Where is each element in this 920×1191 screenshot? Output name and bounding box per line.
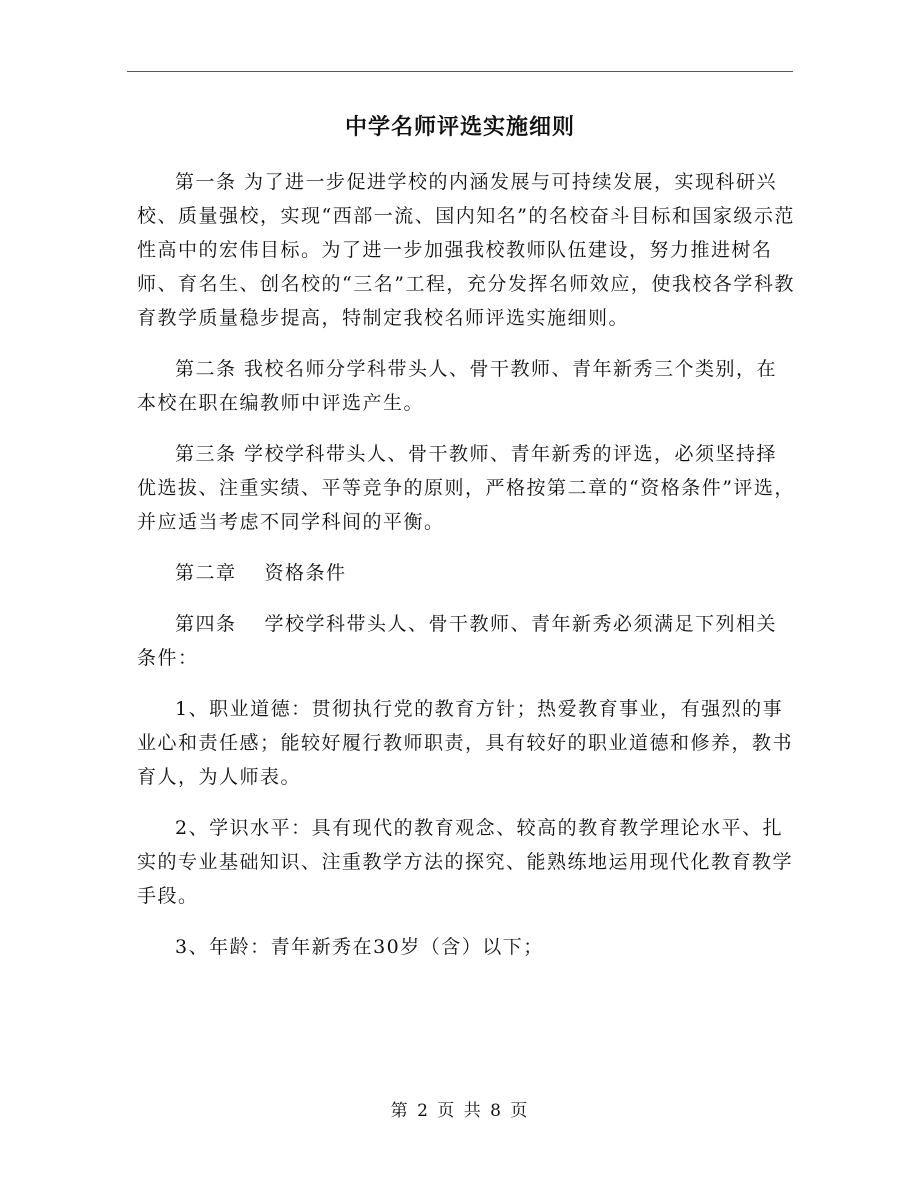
header-rule [127, 71, 793, 72]
paragraph-article-1: 第一条 为了进一步促进学校的内涵发展与可持续发展，实现科研兴校、质量强校，实现“西部一流、国内知名”的名校奋斗目标和国家级示范性高中的宏伟目标。为了进一步加强我校教师队伍建设，努力推进树名师、育名生、创名校的“三名”工程，充分发挥名师效应，使我校各学科教育教学质量稳步提高，特制定我校名师评选实施细则。 [137, 171, 795, 329]
paragraph-article-4: 第四条 学校学科带头人、骨干教师、青年新秀必须满足下列相关条件： [137, 613, 778, 669]
chapter-heading: 第二章 资格条件 [175, 562, 347, 584]
paragraph-item-3: 3、年龄：青年新秀在30岁（含）以下； [175, 936, 544, 958]
document-body [137, 165, 797, 981]
paragraph-article-3: 第三条 学校学科带头人、骨干教师、青年新秀的评选，必须坚持择优选拔、注重实绩、平等竞争的原则，严格按第二章的“资格条件”评选，并应适当考虑不同学科间的平衡。 [137, 443, 795, 533]
document-title: 中学名师评选实施细则 [344, 114, 575, 140]
paragraph-item-1: 1、职业道德：贯彻执行党的教育方针；热爱教育事业，有强烈的事业心和责任感；能较好履行教师职责，具有较好的职业道德和修养，教书育人，为人师表。 [137, 698, 794, 788]
page-footer: 第 2 页 共 8 页 [390, 1101, 530, 1121]
paragraph-article-2: 第二条 我校名师分学科带头人、骨干教师、青年新秀三个类别，在本校在职在编教师中评选产生。 [137, 358, 778, 414]
paragraph-item-2: 2、学识水平：具有现代的教育观念、较高的教育教学理论水平、扎实的专业基础知识、注重教学方法的探究、能熟练地运用现代化教育教学手段。 [137, 817, 794, 907]
